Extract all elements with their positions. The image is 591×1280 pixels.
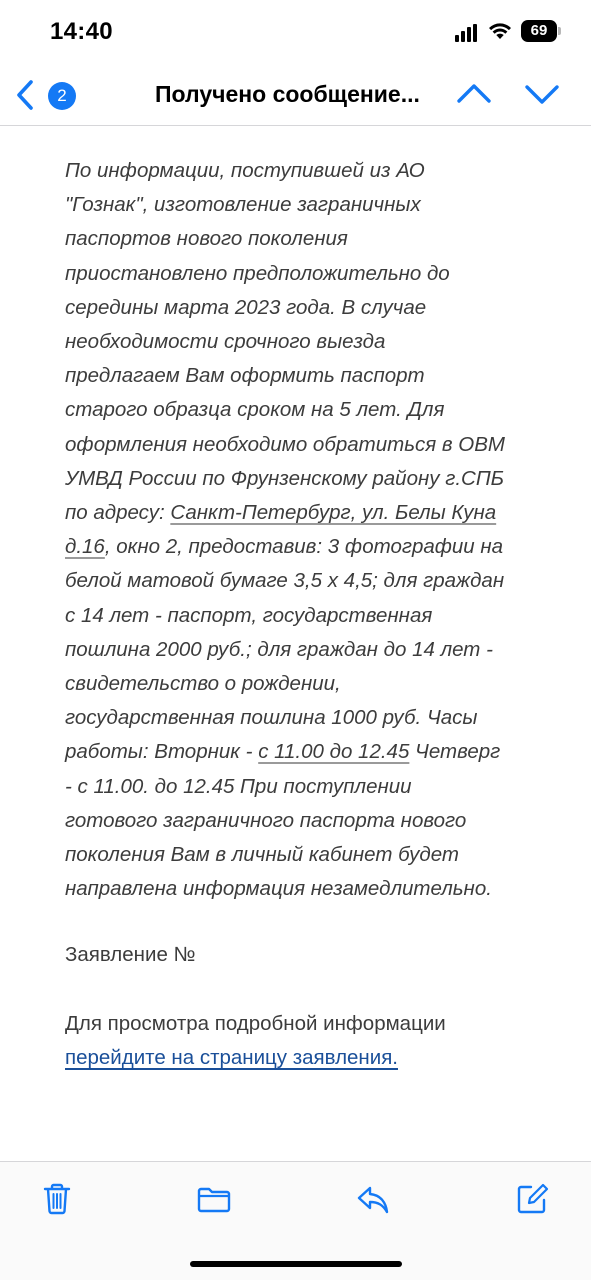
message-line: предлагаем Вам оформить паспорт: [65, 364, 425, 388]
message-line: паспортов нового поколения: [65, 227, 348, 251]
message-body: [65, 154, 535, 906]
message-line: приостановлено предположительно до: [65, 261, 450, 285]
trash-icon[interactable]: [40, 1182, 74, 1216]
message-line: старого образца сроком на 5 лет. Для: [65, 398, 445, 422]
message-line: [65, 735, 535, 769]
battery-level: 69: [521, 20, 557, 42]
home-indicator[interactable]: [190, 1261, 402, 1267]
chevron-left-icon[interactable]: [14, 78, 38, 112]
message-line: государственная пошлина 1000 руб. Часы: [65, 706, 478, 730]
message-line: [65, 496, 535, 530]
status-bar: [0, 0, 591, 64]
battery-tip: [558, 27, 561, 35]
hours-link[interactable]: с 11.00 до 12.45: [258, 740, 410, 764]
message-line: поколения Вам в личный кабинет будет: [65, 843, 460, 867]
address-link-continued[interactable]: д.16: [65, 535, 105, 559]
message-line: [65, 530, 535, 564]
message-line: направлена информация незамедлительно.: [65, 877, 492, 901]
message-line: пошлина 2000 руб.; для граждан до 14 лет -: [65, 637, 493, 661]
message-line: "Гознак", изготовление заграничных: [65, 193, 421, 217]
hours-suffix: Четверг: [409, 740, 501, 764]
nav-bar: [0, 64, 591, 126]
wifi-icon: [488, 22, 512, 40]
reply-icon[interactable]: [356, 1182, 390, 1216]
message-line: По информации, поступившей из АО: [65, 159, 425, 182]
message-line: оформления необходимо обратиться в ОВМ: [65, 432, 505, 456]
message-line: белой матовой бумаге 3,5 х 4,5; для граждан: [65, 569, 505, 593]
signal-icon: [455, 24, 477, 42]
message-line: середины марта 2023 года. В случае: [65, 295, 427, 319]
page-title: Получено сообщение...: [155, 81, 420, 107]
compose-icon[interactable]: [515, 1182, 549, 1216]
unread-count-badge[interactable]: 2: [48, 82, 76, 110]
message-line: готового заграничного паспорта нового: [65, 808, 467, 832]
details-text: Для просмотра подробной информации: [65, 1012, 446, 1035]
message-line: УМВД России по Фрунзенскому району г.СПБ: [65, 466, 505, 490]
message-line: свидетельство о рождении,: [65, 672, 341, 696]
status-time: 14:40: [50, 18, 113, 45]
application-page-link[interactable]: перейдите на страницу заявления.: [65, 1046, 398, 1069]
chevron-down-icon[interactable]: [524, 80, 560, 108]
hours-prefix: работы: Вторник -: [65, 740, 259, 764]
chevron-up-icon[interactable]: [456, 80, 492, 108]
message-line: необходимости срочного выезда: [65, 330, 386, 354]
folder-icon[interactable]: [197, 1182, 231, 1216]
address-suffix: , окно 2, предоставив: 3 фотографии на: [104, 535, 504, 559]
application-number-label: Заявление №: [65, 943, 196, 966]
address-prefix: по адресу:: [65, 501, 171, 525]
battery-icon: [521, 20, 561, 42]
message-line: - с 11.00. до 12.45 При поступлении: [65, 774, 412, 798]
address-link[interactable]: Санкт-Петербург, ул. Белы Куна: [170, 501, 497, 525]
message-line: с 14 лет - паспорт, государственная: [65, 603, 433, 627]
